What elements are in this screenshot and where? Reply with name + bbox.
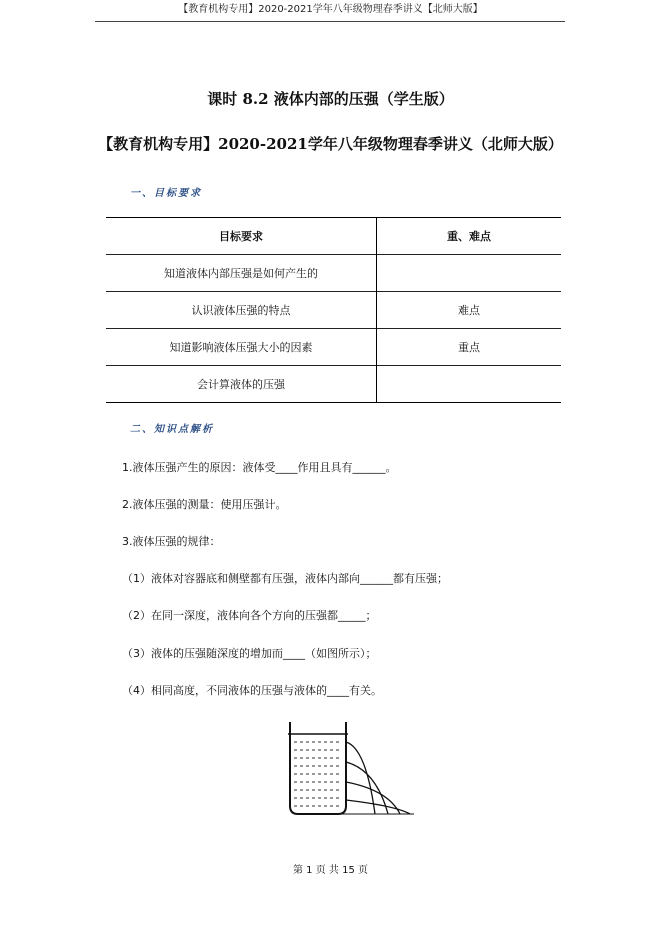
- table-row: [106, 329, 561, 366]
- knowledge-heading: 二、知识点解析: [130, 424, 214, 435]
- goals-header-requirement: 目标要求: [106, 218, 377, 255]
- page-header: 【教育机构专用】2020-2021学年八年级物理春季讲义【北师大版】: [178, 4, 483, 15]
- goals-table-header-row: [106, 218, 561, 255]
- difficulty-cell: 重点: [458, 341, 480, 354]
- table-row: [106, 292, 561, 329]
- knowledge-line-7: （4）相同高度，不同液体的压强与液体的____有关。: [122, 684, 382, 697]
- lesson-title: 课时 8.2 液体内部的压强（学生版）: [207, 90, 454, 108]
- goal-cell: 会计算液体的压强: [106, 366, 377, 403]
- goals-header-difficulty: 重、难点: [447, 230, 491, 243]
- difficulty-cell: [377, 366, 562, 403]
- difficulty-cell: 难点: [458, 304, 480, 317]
- goal-cell: 知道影响液体压强大小的因素: [106, 329, 377, 366]
- knowledge-line-1: 1.液体压强产生的原因：液体受____作用且具有______。: [122, 461, 397, 474]
- table-row: [106, 366, 561, 403]
- knowledge-line-6: （3）液体的压强随深度的增加而____（如图所示）；: [122, 647, 377, 660]
- knowledge-line-2: 2.液体压强的测量：使用压强计。: [122, 498, 287, 511]
- knowledge-line-3: 3.液体压强的规律：: [122, 535, 221, 548]
- goals-table: [106, 217, 561, 403]
- course-title: 【教育机构专用】2020-2021学年八年级物理春季讲义（北师大版）: [98, 135, 563, 153]
- knowledge-line-5: （2）在同一深度，液体向各个方向的压强都_____；: [122, 609, 377, 622]
- goals-heading: 一、目标要求: [130, 188, 202, 199]
- difficulty-cell: [377, 255, 562, 292]
- page-footer: 第 1 页 共 15 页: [293, 865, 368, 876]
- header-rule: [95, 21, 565, 22]
- table-row: [106, 255, 561, 292]
- goal-cell: 认识液体压强的特点: [106, 292, 377, 329]
- liquid-pressure-figure: [280, 718, 415, 823]
- goal-cell: 知道液体内部压强是如何产生的: [106, 255, 377, 292]
- knowledge-line-4: （1）液体对容器底和侧壁都有压强，液体内部向______都有压强；: [122, 572, 448, 585]
